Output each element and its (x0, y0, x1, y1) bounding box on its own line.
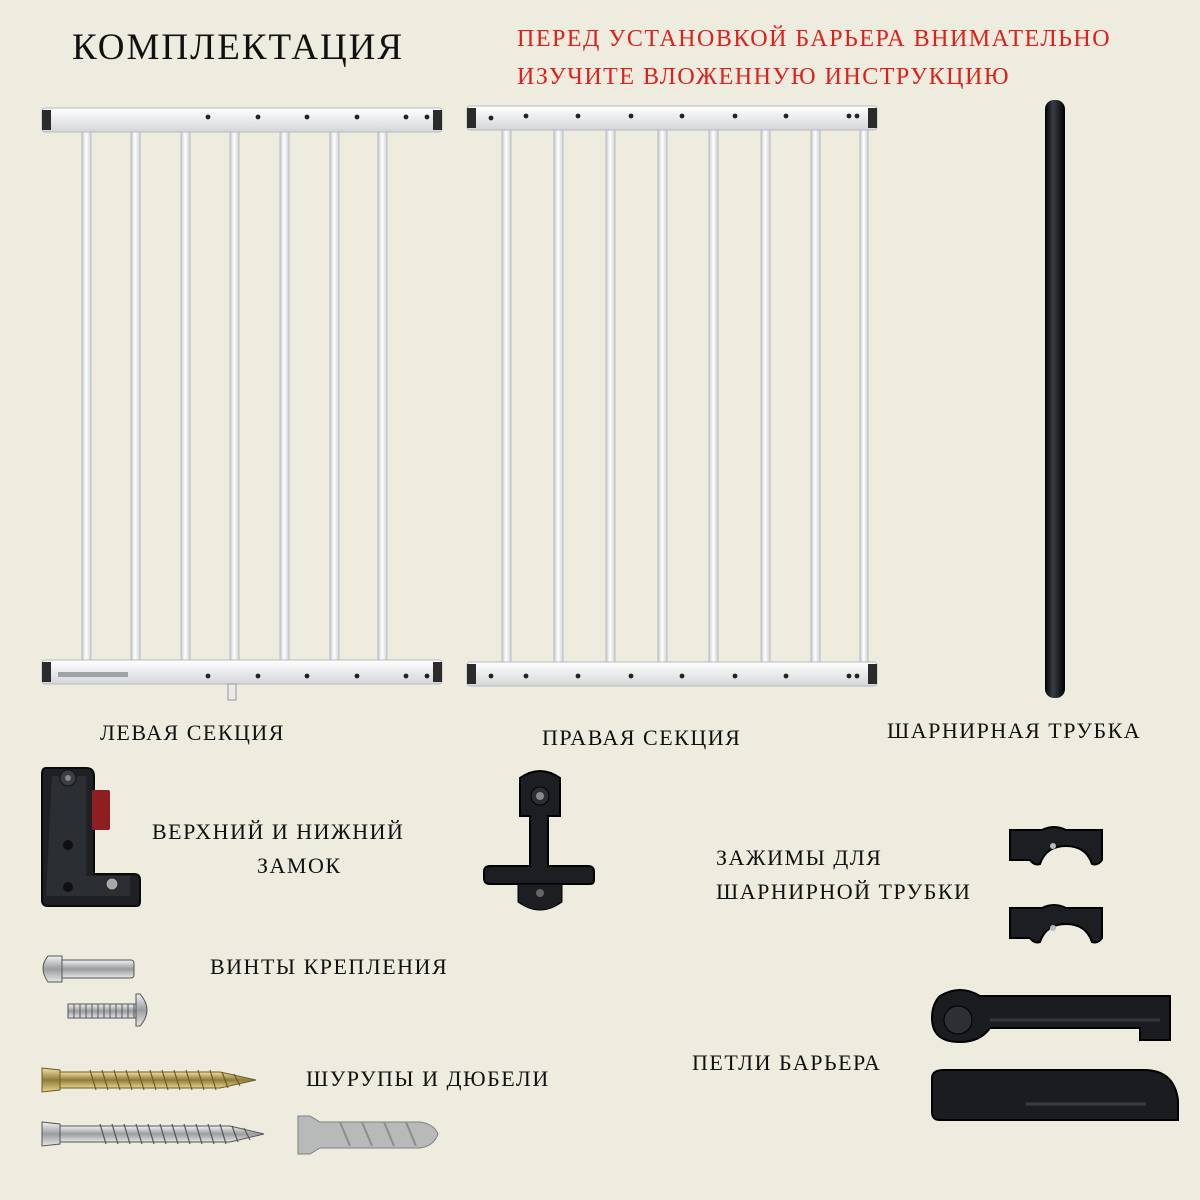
locks-label (152, 815, 404, 883)
clamps-label-line-2: ШАРНИРНОЙ ТРУБКИ (716, 879, 972, 904)
right-section-label: ПРАВАЯ СЕКЦИЯ (542, 725, 742, 750)
installation-warning (517, 20, 1111, 96)
left-section-label: ЛЕВАЯ СЕКЦИЯ (100, 720, 285, 745)
hinge-tube-label: ШАРНИРНАЯ ТРУБКА (887, 718, 1142, 743)
clamps-label-line-1: ЗАЖИМЫ ДЛЯ (716, 845, 883, 870)
locks-label-line-1: ВЕРХНИЙ И НИЖНИЙ (152, 819, 405, 844)
warning-line-1: ПЕРЕД УСТАНОВКОЙ БАРЬЕРА ВНИМАТЕЛЬНО (517, 26, 1112, 52)
page-title: КОМПЛЕКТАЦИЯ (72, 27, 405, 68)
barrier-hinges-label: ПЕТЛИ БАРЬЕРА (692, 1050, 882, 1075)
wood-screws-label: ШУРУПЫ И ДЮБЕЛИ (306, 1066, 550, 1091)
warning-line-2: ИЗУЧИТЕ ВЛОЖЕННУЮ ИНСТРУКЦИЮ (517, 64, 1011, 90)
clamps-label (716, 841, 971, 909)
right-section-image (467, 106, 877, 686)
locks-label-line-2: ЗАМОК (257, 853, 342, 878)
mounting-screws-label: ВИНТЫ КРЕПЛЕНИЯ (210, 954, 449, 979)
barrier-hinges-image (932, 990, 1178, 1120)
tube-clamps-image (1010, 827, 1102, 943)
left-section-image (42, 108, 442, 700)
lock-image (42, 768, 140, 906)
t-bracket-image (484, 771, 594, 910)
hinge-tube-image (1045, 100, 1065, 698)
mounting-screws-image (43, 956, 147, 1026)
